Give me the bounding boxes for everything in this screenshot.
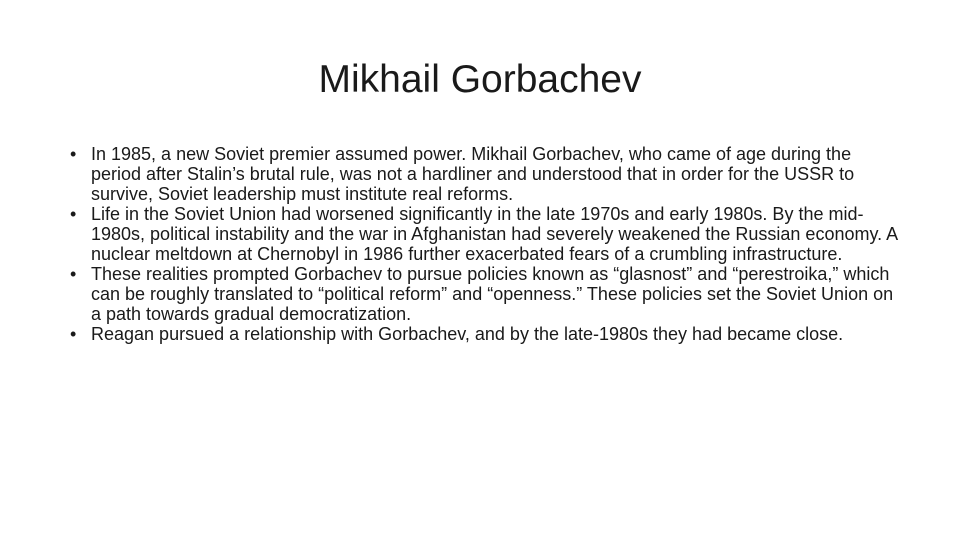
bullet-icon: • [70,264,77,284]
bullet-text: Reagan pursued a relationship with Gorbachev, and by the late-1980s they had became close. [91,324,844,344]
bullet-item [70,324,900,344]
bullet-text: Life in the Soviet Union had worsened significantly in the late 1970s and early 1980s. By the mid-1980s, political instability and the war in Afghanistan had severely weakened the Russian economy. A nuclear meltdown at Chernobyl in 1986 further exacerbated fears of a crumbling infrastructure. [91,204,898,264]
bullet-item [70,204,900,264]
bullet-icon: • [70,204,77,224]
slide-title: Mikhail Gorbachev [318,58,642,101]
bullet-text: These realities prompted Gorbachev to pursue policies known as “glasnost” and “perestroika,” which can be roughly translated to “political reform” and “openness.” These policies set the Soviet Union on a path towards gradual democratization. [91,264,894,324]
bullet-item [70,264,900,324]
bullet-icon: • [70,144,77,164]
bullet-item [70,144,900,204]
bullet-list [70,144,900,344]
bullet-text: In 1985, a new Soviet premier assumed power. Mikhail Gorbachev, who came of age during the period after Stalin’s brutal rule, was not a hardliner and understood that in order for the USSR to survive, Soviet leadership must institute real reforms. [91,144,855,204]
bullet-icon: • [70,324,77,344]
